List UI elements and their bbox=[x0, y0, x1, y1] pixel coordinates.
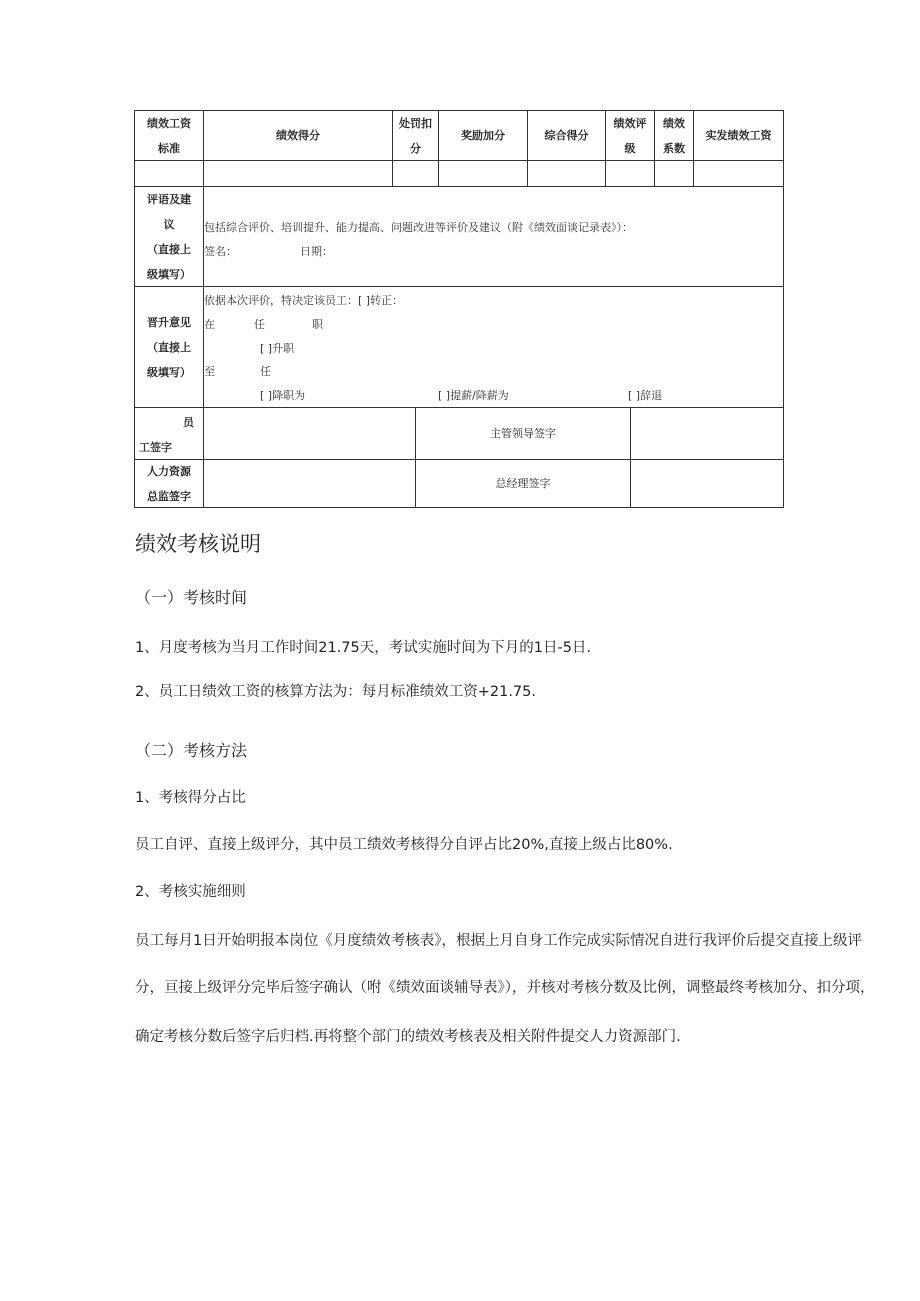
promotion-option-salary[interactable]: [ ]提薪/降薪为 bbox=[438, 389, 509, 402]
promotion-post-in: 任 bbox=[254, 318, 265, 331]
employee-sign-label bbox=[134, 407, 204, 460]
comments-label-line3: （直接上 bbox=[147, 242, 191, 256]
promotion-label-line2: （直接上 bbox=[147, 340, 191, 354]
hr-sign-label-line1: 人力资源 bbox=[147, 464, 191, 478]
data-cell-score[interactable] bbox=[203, 160, 393, 187]
section-2-subheading-2: 2、考核实施细则 bbox=[135, 884, 246, 900]
section-1-item-1: 1、月度考核为当月工作时间21.75天，考试实施时间为下月的1日-5日. bbox=[135, 640, 592, 656]
header-total-score: 综合得分 bbox=[527, 110, 606, 161]
section-1-heading: （一）考核时间 bbox=[135, 588, 248, 607]
promotion-post-role: 职 bbox=[312, 318, 323, 331]
hr-sign-label bbox=[134, 459, 204, 508]
section-2-heading: （二）考核方法 bbox=[135, 741, 248, 760]
promotion-to: 至 bbox=[204, 365, 215, 378]
promotion-option-dismiss[interactable]: [ ]辞退 bbox=[628, 389, 663, 402]
comments-label-line1: 评语及建 bbox=[147, 192, 191, 206]
promotion-post-at: 在 bbox=[204, 318, 215, 331]
comments-label-line2: 议 bbox=[163, 217, 175, 231]
comments-field[interactable] bbox=[203, 186, 784, 287]
promotion-label-line1: 晋升意见 bbox=[147, 315, 191, 329]
header-standard-line2: 标准 bbox=[158, 141, 180, 155]
section-2-paragraph-2-line2: 分，亘接上级评分完毕后签字确认（咐《绩效面谈辅导表》），并核对考核分数及比例，调整最终考核加分、扣分项， bbox=[135, 980, 875, 996]
doc-title: 绩效考核说明 bbox=[135, 532, 261, 556]
data-cell-standard[interactable] bbox=[134, 160, 204, 187]
data-cell-total[interactable] bbox=[527, 160, 606, 187]
promotion-to-post: 任 bbox=[260, 365, 271, 378]
hr-sign-label-line2: 总监签字 bbox=[147, 489, 191, 503]
comments-label bbox=[134, 186, 204, 287]
header-actual-salary: 实发绩效工资 bbox=[693, 110, 784, 161]
promotion-option-demote[interactable]: [ ]降职为 bbox=[260, 389, 306, 402]
section-2-paragraph-2-line3: 确定考核分数后签字后归档.再将整个部门的绩效考核表及相关附件提交人力资源部门. bbox=[135, 1029, 681, 1045]
section-2-paragraph-1: 员工自评、直接上级评分，其中员工绩效考核得分自评占比20%,直接上级占比80%. bbox=[135, 837, 673, 853]
promotion-label-line3: 级填写） bbox=[147, 365, 191, 379]
header-coef-line2: 系数 bbox=[663, 141, 685, 155]
promotion-option-promote[interactable]: [ ]升职 bbox=[260, 342, 295, 355]
comments-date-label: 日期： bbox=[300, 245, 333, 258]
comments-label-line4: 级填写） bbox=[147, 267, 191, 281]
performance-form-table bbox=[134, 110, 784, 508]
header-standard-line1: 绩效工资 bbox=[147, 116, 191, 130]
header-grade-line1: 绩效评 bbox=[613, 116, 647, 130]
promotion-decision-line: 依据本次评价，特决定该员工：[ ]转正： bbox=[204, 294, 404, 307]
header-grade-line2: 级 bbox=[624, 141, 636, 155]
header-penalty-line2: 分 bbox=[410, 141, 421, 155]
supervisor-sign-label: 主管领导签字 bbox=[415, 407, 631, 460]
data-cell-bonus[interactable] bbox=[438, 160, 528, 187]
section-2-subheading-1: 1、考核得分占比 bbox=[135, 790, 246, 806]
header-penalty bbox=[392, 110, 439, 161]
employee-sign-field[interactable] bbox=[203, 407, 416, 460]
header-coef-line1: 绩效 bbox=[663, 116, 685, 130]
gm-sign-field[interactable] bbox=[630, 459, 784, 508]
header-bonus: 奖励加分 bbox=[438, 110, 528, 161]
gm-sign-label: 总经理签字 bbox=[415, 459, 631, 508]
comments-instruction: 包括综合评价、培训提升、能力提高、问题改进等评价及建议（附《绩效面谈记录表》）： bbox=[204, 221, 633, 234]
hr-sign-field[interactable] bbox=[203, 459, 416, 508]
promotion-label bbox=[134, 286, 204, 408]
data-cell-grade[interactable] bbox=[605, 160, 655, 187]
header-standard-salary bbox=[134, 110, 204, 161]
section-1-item-2: 2、员工日绩效工资的核算方法为：每月标准绩效工资+21.75. bbox=[135, 684, 536, 700]
supervisor-sign-field[interactable] bbox=[630, 407, 784, 460]
employee-sign-label-line1: 员 bbox=[183, 416, 194, 429]
section-2-paragraph-2-line1: 员工每月1日开始明报本岗位《月度绩效考核表》，根据上月自身工作完成实际情况自进行我评价后提交直接上级评 bbox=[135, 933, 862, 949]
data-cell-penalty[interactable] bbox=[392, 160, 439, 187]
data-cell-actual[interactable] bbox=[693, 160, 784, 187]
header-grade bbox=[605, 110, 655, 161]
employee-sign-label-line2: 工签字 bbox=[139, 441, 172, 454]
promotion-field[interactable] bbox=[203, 286, 784, 408]
comments-sign-label: 签名： bbox=[204, 245, 237, 258]
header-coefficient bbox=[654, 110, 694, 161]
data-cell-coef[interactable] bbox=[654, 160, 694, 187]
header-score: 绩效得分 bbox=[203, 110, 393, 161]
header-penalty-line1: 处罚扣 bbox=[399, 116, 432, 130]
